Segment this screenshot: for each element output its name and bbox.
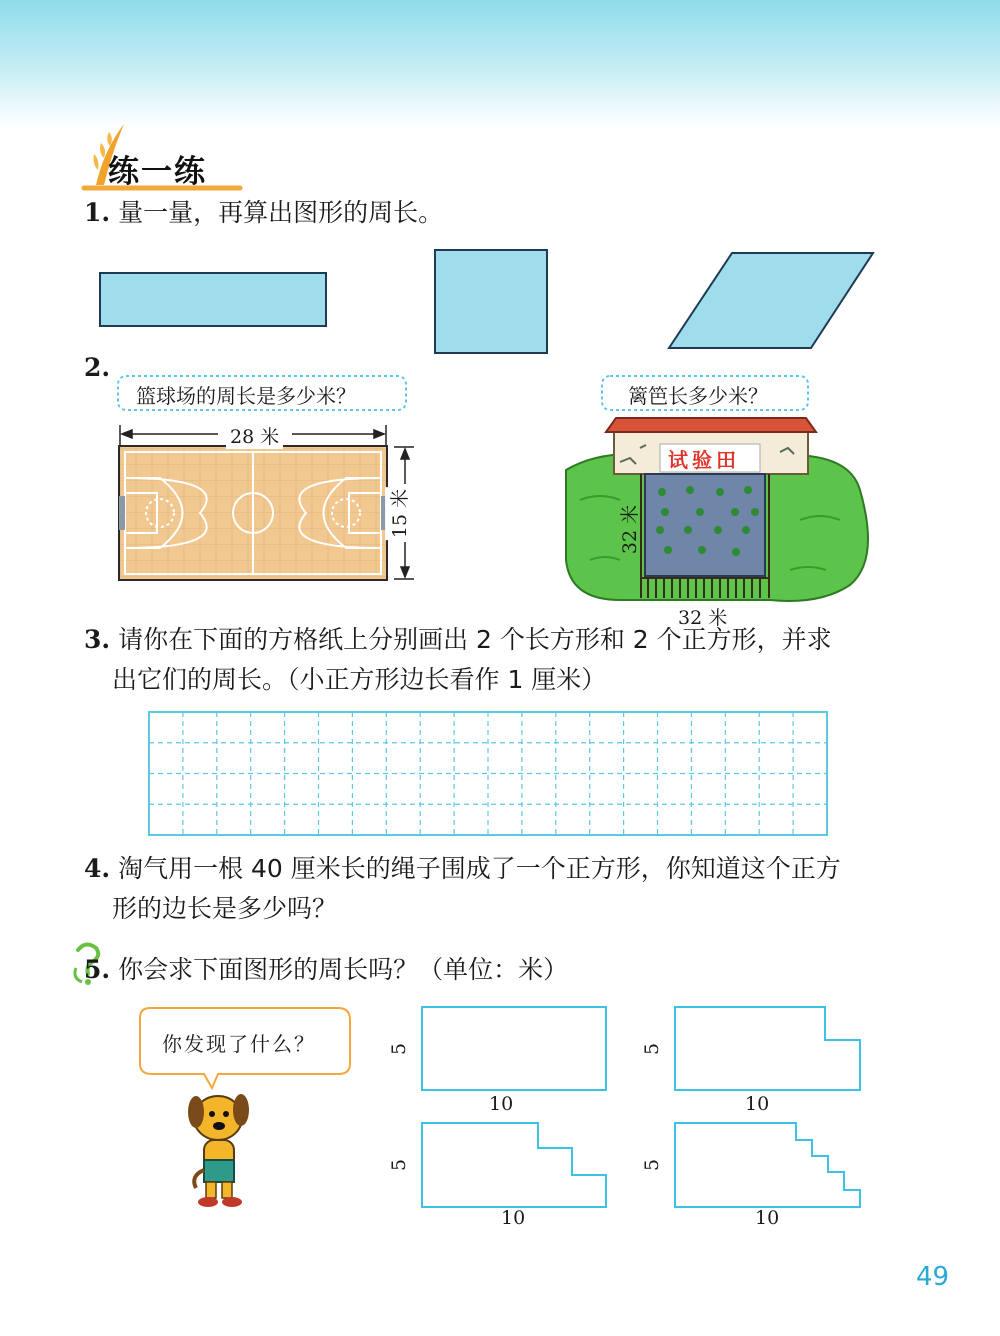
q3-text-line2: 出它们的周长。（小正方形边长看作 1 厘米）	[112, 665, 607, 694]
field-bottom-label: 32 米	[678, 607, 728, 629]
q2-number	[84, 348, 110, 388]
q1-question	[84, 193, 443, 233]
court-width-label: 15 米	[385, 487, 412, 540]
q3-number: 3.	[84, 625, 111, 654]
q4-text-line2: 形的边长是多少吗？	[112, 894, 338, 923]
dog-character-icon	[188, 1094, 249, 1207]
q5-shape-1	[422, 1007, 606, 1090]
q1-parallelogram	[669, 253, 873, 348]
court-length-label: 28 米	[226, 422, 283, 449]
q2-bubble-right: 篱笆长多少米？	[628, 384, 768, 408]
q1-text: 量一量，再算出图形的周长。	[118, 198, 444, 227]
q1-rectangle	[100, 273, 326, 326]
q4-number: 4.	[84, 854, 111, 883]
shape4-height-label: 5	[641, 1158, 664, 1172]
q5-question	[84, 950, 568, 990]
q4-text-line1: 淘气用一根 40 厘米长的绳子围成了一个正方形，你知道这个正方	[118, 854, 841, 883]
page-number: 49	[916, 1262, 950, 1292]
q3-grid-paper	[149, 712, 827, 835]
q5-shape-3	[422, 1123, 606, 1207]
shape2-height-label: 5	[641, 1042, 664, 1056]
q5-shape-2	[675, 1007, 860, 1090]
shape3-height-label: 5	[388, 1158, 411, 1172]
q5-hint-bubble: 你发现了什么？	[162, 1032, 316, 1056]
shape3-width-label: 10	[501, 1207, 526, 1229]
q1-square	[435, 250, 547, 353]
field-side-label: 32 米	[619, 504, 642, 555]
shape1-width-label: 10	[489, 1093, 514, 1115]
shape2-width-label: 10	[745, 1093, 770, 1115]
field-sign-text: 试验田	[668, 448, 740, 472]
q4-line1	[84, 849, 841, 889]
q5-shape-4	[675, 1123, 860, 1207]
shape4-width-label: 10	[755, 1207, 780, 1229]
q3-text-line1: 请你在下面的方格纸上分别画出 2 个长方形和 2 个正方形，并求	[118, 625, 832, 654]
q2-number-text: 2.	[84, 353, 111, 382]
basketball-court	[119, 446, 387, 580]
q1-number: 1.	[84, 198, 111, 227]
q3-line1	[84, 620, 832, 660]
q2-bubble-left: 篮球场的周长是多少米？	[136, 384, 356, 408]
q5-number: 5.	[84, 955, 111, 984]
section-title: 练一练	[108, 154, 207, 190]
q5-text: 你会求下面图形的周长吗？（单位：米）	[118, 955, 569, 984]
shape1-height-label: 5	[388, 1042, 411, 1056]
